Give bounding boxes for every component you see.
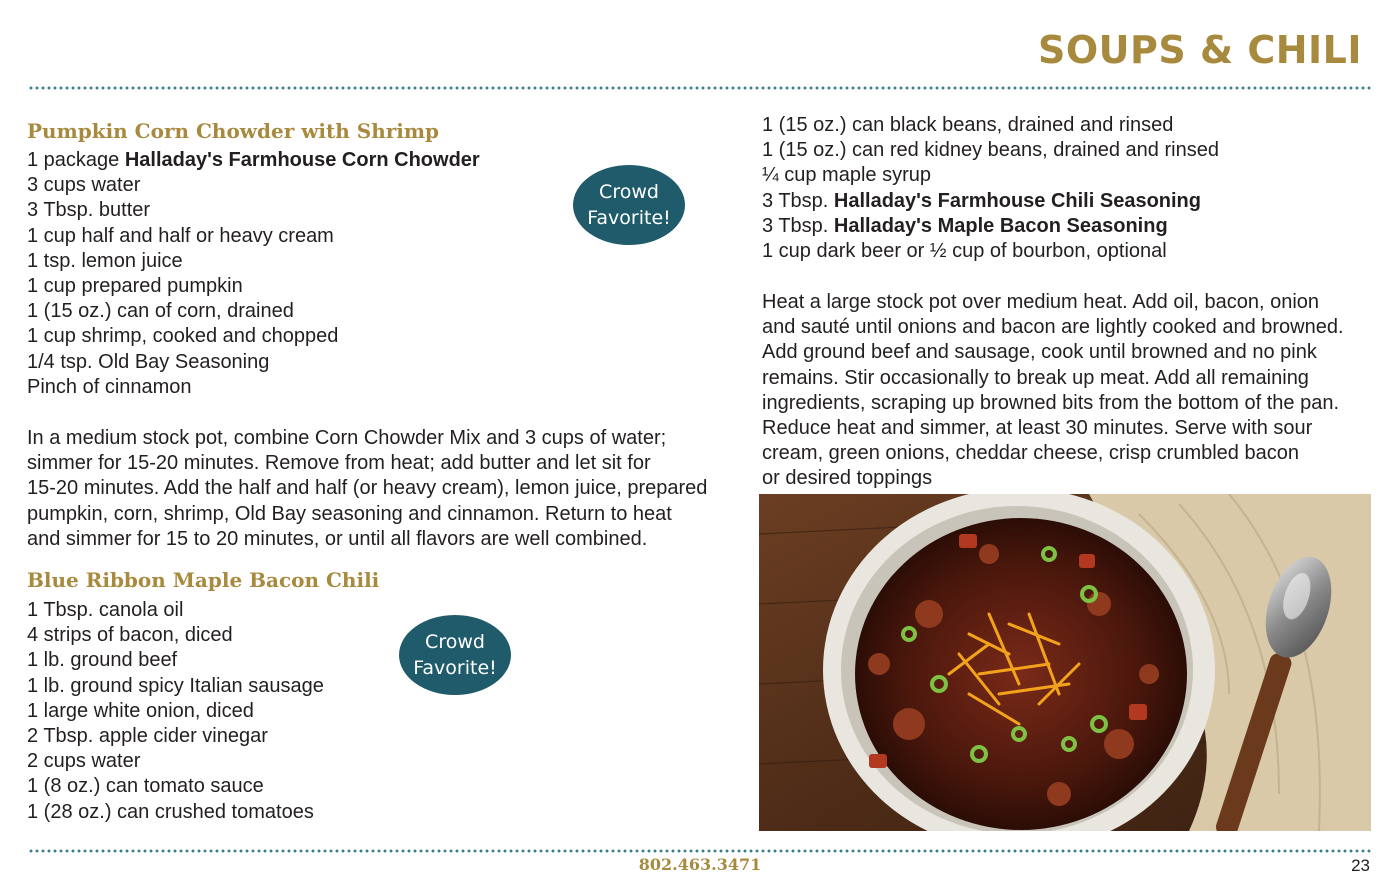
directions-line: Reduce heat and simmer, at least 30 minutes. Serve with sour	[762, 417, 1313, 440]
directions-line: simmer for 15-20 minutes. Remove from heat; add butter and let sit for	[27, 452, 651, 475]
badge-line: Favorite!	[587, 207, 671, 229]
recipe-title-maple-bacon-chili: Blue Ribbon Maple Bacon Chili	[27, 568, 380, 592]
ingredient-line: 1 lb. ground beef	[27, 649, 178, 672]
ingredient-line: Pinch of cinnamon	[27, 375, 192, 398]
ingredient-line: 1 cup prepared pumpkin	[27, 275, 243, 298]
ingredient-line: 3 Tbsp. butter	[27, 199, 151, 222]
ingredient-line: 1 Tbsp. canola oil	[27, 599, 184, 621]
ingredient-line: 1 cup shrimp, cooked and chopped	[27, 325, 339, 348]
ingredient-line: 4 strips of bacon, diced	[27, 624, 233, 647]
badge-line: Crowd	[599, 181, 659, 203]
pumpkin-chowder-ingredients	[27, 148, 480, 400]
directions-line: ingredients, scraping up browned bits from the bottom of the pan.	[762, 391, 1340, 414]
chili-bowl-photo	[759, 494, 1371, 831]
directions-line: or desired toppings	[762, 467, 933, 490]
crowd-favorite-badge	[573, 165, 685, 245]
ingredient-line: 1 (15 oz.) can red kidney beans, drained and rinsed	[762, 139, 1219, 162]
badge-line: Crowd	[425, 631, 485, 653]
directions-line: cream, green onions, cheddar cheese, crisp crumbled bacon	[762, 442, 1299, 465]
ingredient-line: 3 cups water	[27, 174, 141, 197]
ingredient-line: 1 tsp. lemon juice	[27, 249, 183, 272]
ingredient-line: 1 (15 oz.) can of corn, drained	[27, 300, 294, 323]
ingredient-line: 1 cup half and half or heavy cream	[27, 224, 334, 247]
chili-directions	[762, 290, 1344, 492]
pumpkin-chowder-directions	[27, 426, 707, 552]
ingredient-line: 1 (8 oz.) can tomato sauce	[27, 775, 264, 798]
directions-line: and sauté until onions and bacon are lightly cooked and browned.	[762, 316, 1344, 339]
crowd-favorite-badge	[399, 615, 511, 695]
directions-line: and simmer for 15 to 20 minutes, or until all flavors are well combined.	[27, 527, 648, 550]
section-title: SOUPS & CHILI	[1037, 28, 1362, 72]
ingredient-line: 3 Tbsp. Halladay's Farmhouse Chili Seasoning	[762, 189, 1201, 212]
ingredient-line: 1 package Halladay's Farmhouse Corn Chowder	[27, 149, 480, 171]
recipe-title-pumpkin-chowder: Pumpkin Corn Chowder with Shrimp	[27, 119, 440, 143]
ingredient-line: 3 Tbsp. Halladay's Maple Bacon Seasoning	[762, 214, 1168, 237]
ingredient-line: 2 cups water	[27, 750, 141, 773]
chili-ingredients-right	[762, 113, 1219, 264]
ingredient-line: 1 (15 oz.) can black beans, drained and rinsed	[762, 114, 1174, 136]
badge-line: Favorite!	[413, 657, 497, 679]
directions-line: pumpkin, corn, shrimp, Old Bay seasoning and cinnamon. Return to heat	[27, 502, 672, 525]
top-dotted-divider	[28, 86, 1372, 90]
directions-line: In a medium stock pot, combine Corn Chowder Mix and 3 cups of water;	[27, 427, 667, 449]
bottom-dotted-divider	[28, 849, 1372, 853]
ingredient-line: 1 cup dark beer or ½ cup of bourbon, optional	[762, 240, 1167, 263]
page-number: 23	[1351, 856, 1370, 875]
ingredient-line: ¼ cup maple syrup	[762, 164, 931, 187]
footer-phone-number: 802.463.3471	[638, 855, 762, 874]
directions-line: remains. Stir occasionally to break up meat. Add all remaining	[762, 366, 1309, 389]
chili-ingredients-left	[27, 598, 324, 825]
ingredient-line: 1 large white onion, diced	[27, 699, 254, 722]
directions-line: Heat a large stock pot over medium heat. Add oil, bacon, onion	[762, 291, 1320, 313]
ingredient-line: 1 lb. ground spicy Italian sausage	[27, 674, 324, 697]
ingredient-line: 1 (28 oz.) can crushed tomatoes	[27, 800, 314, 823]
directions-line: 15-20 minutes. Add the half and half (or heavy cream), lemon juice, prepared	[27, 477, 708, 500]
ingredient-line: 1/4 tsp. Old Bay Seasoning	[27, 350, 270, 373]
ingredient-line: 2 Tbsp. apple cider vinegar	[27, 725, 268, 748]
directions-line: Add ground beef and sausage, cook until browned and no pink	[762, 341, 1317, 364]
